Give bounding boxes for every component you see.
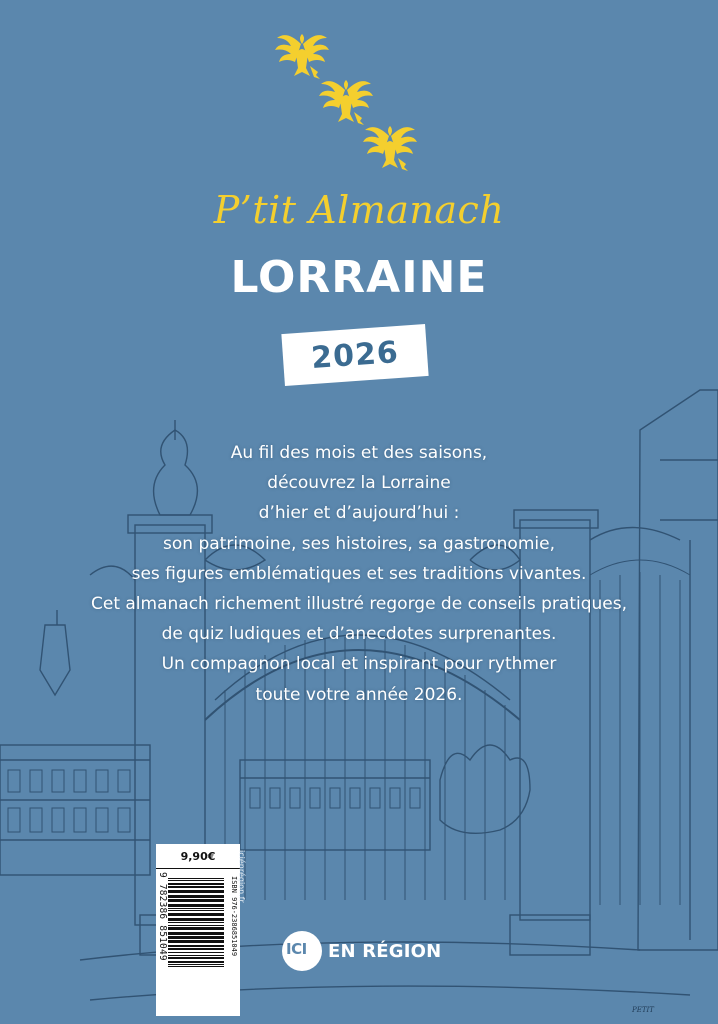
barcode-bar	[168, 925, 224, 926]
barcode-bar	[168, 908, 224, 909]
ici-logo-icon	[282, 931, 322, 971]
eagle-icon	[362, 122, 418, 174]
barcode-bar	[168, 932, 224, 935]
barcode-bar	[168, 890, 224, 893]
blurb-line: Un compagnon local et inspirant pour rythmer	[161, 654, 557, 675]
ean-digits: 9 782386 851049	[157, 872, 168, 961]
barcode-block	[156, 844, 240, 1016]
barcode-bar	[168, 883, 224, 885]
ici-letters: ICI	[286, 940, 307, 958]
blurb-line: ses figures emblématiques et ses traditions vivantes.	[131, 563, 587, 584]
year-label: 2026	[310, 334, 400, 376]
barcode-bars	[168, 876, 224, 1010]
barcode-bar	[168, 927, 224, 930]
barcode-bar	[168, 945, 224, 947]
barcode-bar	[168, 880, 224, 881]
barcode-bar	[168, 910, 224, 911]
barcode-bar	[168, 918, 224, 921]
artist-signature: PETIT	[632, 1006, 654, 1014]
price-label: 9,90€	[156, 844, 240, 869]
year-label-box	[281, 324, 428, 386]
region-title: LORRAINE	[230, 252, 488, 303]
blurb-line: d’hier et d’aujourd’hui :	[258, 503, 460, 524]
eagle-icon	[318, 76, 374, 128]
website-text: iciénrégion.fr	[237, 850, 246, 903]
barcode-bar	[168, 966, 224, 967]
barcode-bar	[168, 961, 224, 963]
blurb-line: Au fil des mois et des saisons,	[230, 443, 488, 463]
blurb-line: Cet almanach richement illustré regorge de conseils pratiques,	[90, 594, 627, 615]
barcode-bar	[168, 936, 224, 939]
barcode-bar	[168, 964, 224, 965]
blurb-line: découvrez la Lorraine	[267, 473, 451, 494]
isbn-text: ISBN 976-2386851049	[230, 876, 238, 957]
barcode-bar	[168, 899, 224, 902]
eagle-icon	[274, 30, 330, 82]
barcode-bar	[168, 955, 224, 956]
barcode-bar	[168, 948, 224, 950]
barcode-bar	[168, 895, 224, 898]
back-cover-blurb	[20, 438, 698, 710]
barcode-bar	[168, 957, 224, 959]
barcode-bar	[168, 878, 224, 879]
barcode-bar	[168, 922, 224, 923]
barcode-bar	[168, 952, 224, 953]
almanach-subtitle: P’tit Almanach	[213, 188, 505, 232]
publisher-logo	[282, 930, 441, 972]
blurb-line: de quiz ludiques et d’anecdotes surprenantes.	[161, 624, 557, 645]
publisher-region-text: EN RÉGION	[328, 940, 442, 962]
blurb-line: toute votre année 2026.	[255, 684, 463, 705]
barcode-bar	[168, 913, 224, 916]
blurb-line: son patrimoine, ses histoires, sa gastronomie,	[163, 533, 555, 554]
barcode-bar	[168, 904, 224, 907]
barcode-rotated	[156, 872, 240, 1014]
barcode-bar	[168, 886, 224, 888]
barcode-bar	[168, 940, 224, 943]
